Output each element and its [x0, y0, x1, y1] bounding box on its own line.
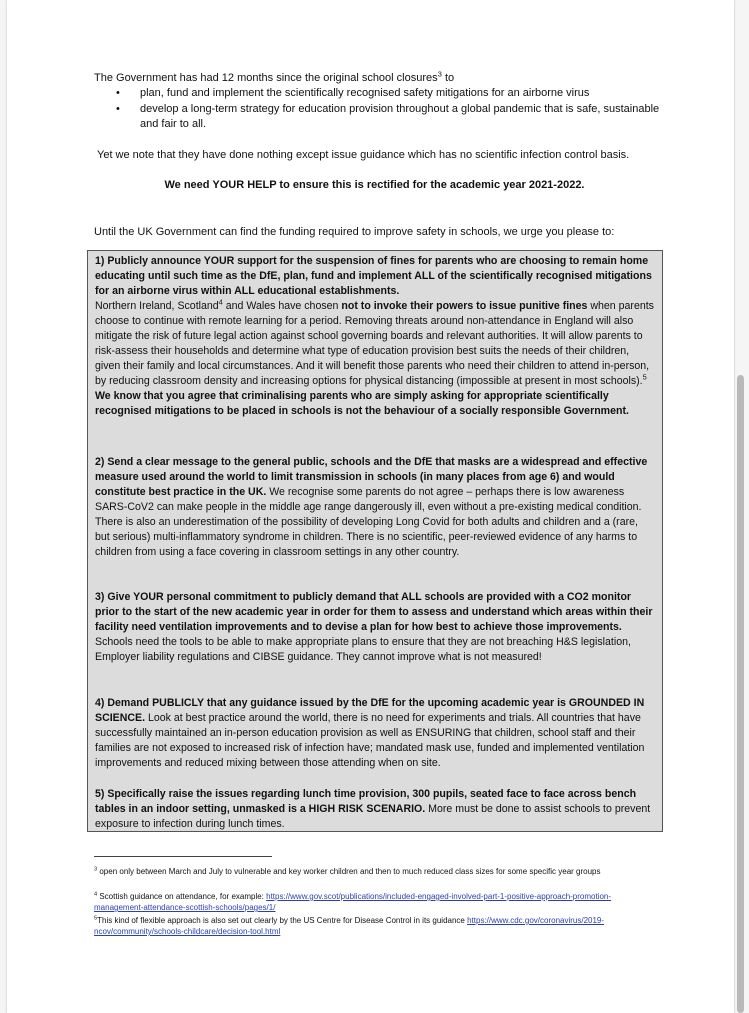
footnote-4: $^4$ Scottish guidance on attendance, for example: https://www.gov.scot/publications/included-engaged-involved-part-1-positive-approach-promotion-management-attendance-scottish-schools/pages/1/ [94, 891, 612, 912]
footnote-4-link[interactable]: https://www.gov.scot/publications/included-engaged-involved-part-1-positive-approach-promotion-management-attendance-scottish-schools/pages/1/ [94, 892, 612, 912]
requests-panel [87, 250, 663, 832]
request-item-5: 5) Specifically raise the issues regarding lunch time provision, 300 pupils, seated face to face across bench tables in an indoor setting, unmasked is a HIGH RISK SCENARIO. More must be done to assist schools to prevent exposure to infection during lunch times. [95, 788, 651, 830]
footnote-5-link[interactable]: https://www.cdc.gov/coronavirus/2019-ncov/community/schools-childcare/decision-tool.html [94, 916, 605, 936]
request-item-2: 2) Send a clear message to the general public, schools and the DfE that masks are a widespread and effective measure used around the world to limit transmission in schools (in many places from age 6) and would constitute best practice in the UK. We recognise some parents do not agree – perhaps there is low awareness SARS-CoV2 can make people in the middle age range dangerously ill, even without a pre-existing medical condition. There is also an underestimation of the possibility of developing Long Covid for both adults and children and a (rare, but serious) multi-inflammatory syndrome in children. There is no scientific, peer-reviewed evidence of any harms to children from using a face covering in classroom settings in any other country. [95, 456, 648, 558]
bullet-item: • develop a long-term strategy for education provision throughout a global pandemic that is safe, sustainable and fair to all. [116, 103, 660, 130]
footnote-separator [94, 856, 272, 857]
request-item-3: 3) Give YOUR personal commitment to publicly demand that ALL schools are provided with a CO2 monitor prior to the start of the new academic year in order for them to assess and understand which areas within their facility need ventilation improvements and to devise a plan for how best to achieve those improvements. Schools need the tools to be able to make appropriate plans to ensure that they are not breaching H&S legislation, Employer liability regulations and CIBSE guidance. They cannot improve what is not measured! [95, 591, 653, 663]
note-text: Yet we note that they have done nothing except issue guidance which has no scientific infection control basis. [97, 149, 630, 161]
footnote-5: $^5$This kind of flexible approach is also set out clearly by the US Centre for Disease Control in its guidance https://www.cdc.gov/coronavirus/2019-ncov/community/schools-childcare/decision-tool.html [94, 915, 605, 936]
request-item-1: 1) Publicly announce YOUR support for the suspension of fines for parents who are choosing to remain home educating until such time as the DfE, plan, fund and implement ALL of the scientifically recognised mitigations for an airborne virus within ALL educational establishments. Northern Ireland, Scotland$^4$ and Wales have chosen not to invoke their powers to issue punitive fines when parents choose to continue with remote learning for a period. Removing threats around non-attendance in England will also mitigate the risk of future legal action against school governing boards and relevant authorities. It will allow parents to risk-assess their households and determine what type of education provision best suits the needs of their children, given their family and local circumstances. And it will benefit those parents who need their children to attend in-person, by reducing classroom density and increasing options for physical distancing (impossible at present in most schools).$^5$ We know that you agree that criminalising parents who are simply asking for appropriate scientifically recognised mitigations to be placed in schools is not the behaviour of a socially responsible Government. [95, 255, 654, 417]
footnote-3: $^3$ open only between March and July to vulnerable and key worker children and then to much reduced class sizes for some specific year groups [94, 866, 601, 876]
bullet-icon: • [116, 87, 120, 99]
plea-heading: We need YOUR HELP to ensure this is rectified for the academic year 2021-2022. [164, 179, 585, 191]
request-item-4: 4) Demand PUBLICLY that any guidance issued by the DfE for the upcoming academic year is GROUNDED IN SCIENCE. Look at best practice around the world, there is no need for experiments and trials. All countries that have successfully maintained an in-person education provision as well as ENSURING that children, school staff and their families are not exposed to increased risk of infection have; mandated mask use, funded and implemented ventilation improvements and reduced mixing between those attending when on site. [95, 697, 645, 769]
intro-line: The Government has had 12 months since the original school closures$^3$ to [94, 69, 455, 84]
bullet-item: • plan, fund and implement the scientifically recognised safety mitigations for an airborne virus [116, 87, 590, 99]
vertical-scrollbar[interactable] [737, 375, 744, 1013]
lead-in-text: Until the UK Government can find the funding required to improve safety in schools, we urge you please to: [94, 226, 615, 238]
bullet-icon: • [116, 103, 120, 115]
